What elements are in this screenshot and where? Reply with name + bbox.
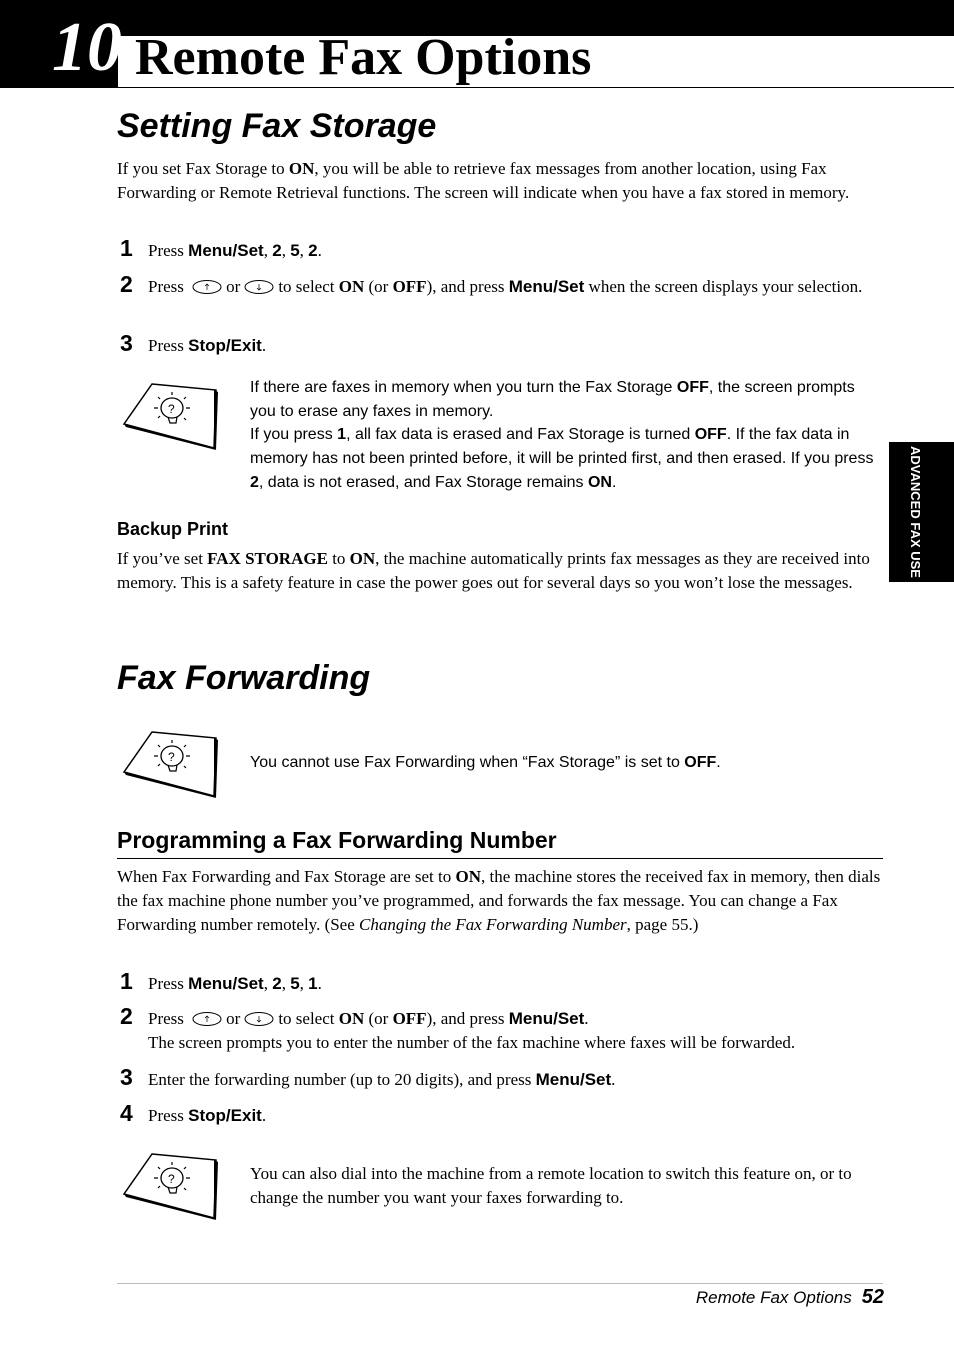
step-number: 2 [120,1003,133,1029]
lightbulb-note-icon [122,728,218,798]
footer-title: Remote Fax Options [695,1288,852,1307]
subheading-rule [117,858,883,859]
step-text: Press Stop/Exit. [148,336,267,355]
chapter-title: Remote Fax Options [135,29,592,86]
svg-text:?: ? [168,1172,175,1186]
down-arrow-key-icon [244,1011,274,1027]
step-text: Enter the forwarding number (up to 20 digits), and press Menu/Set. [148,1070,616,1089]
section-heading-fax-storage: Setting Fax Storage [117,107,437,145]
step-text: Press or to select ON (or OFF), and press Menu/Set when the screen displays your selection. [148,277,863,296]
note-fax-storage-off: If there are faxes in memory when you turn the Fax Storage OFF, the screen prompts you to erase any faxes in memory. If you press 1, all fax data is erased and Fax Storage is turned OFF. If the fax data in memory has not been printed before, it will be printed first, and then erased. If you press 2, data is not erased, and Fax Storage remains ON. [250,379,874,491]
lightbulb-note-icon [122,1150,218,1220]
svg-text:?: ? [168,750,175,764]
step-text: Press or to select ON (or OFF), and press Menu/Set. The screen prompts you to enter the number of the fax machine where faxes will be forwarded. [148,1009,796,1052]
fax-storage-intro: If you set Fax Storage to ON, you will be able to retrieve fax messages from another location, using Fax Forwarding or Remote Retrieval functions. The screen will indicate when you have a fax stored in memory. [117,159,850,202]
cross-reference: Changing the Fax Forwarding Number [359,915,627,934]
footer-rule [117,1283,883,1284]
subheading-backup-print: Backup Print [117,519,229,539]
programming-intro: When Fax Forwarding and Fax Storage are set to ON, the machine stores the received fax in memory, then dials the fax machine phone number you’ve programmed, and forwards the fax message. You can change a Fax Forwarding number remotely. (See Changing the Fax Forwarding Number, page 55.) [117,867,881,934]
subheading-programming: Programming a Fax Forwarding Number [117,827,557,853]
step-number: 4 [120,1100,133,1126]
step-number: 1 [120,235,133,261]
up-arrow-key-icon [192,279,222,295]
chapter-number: 10 [52,9,122,86]
backup-print-text: If you’ve set FAX STORAGE to ON, the machine automatically prints fax messages as they are received into memory. This is a safety feature in case the power goes out for several days so you won’t lose the messages. [117,549,870,592]
up-arrow-key-icon [192,1011,222,1027]
note-remote-switch: You can also dial into the machine from a remote location to switch this feature on, or to change the number you want your faxes forwarding to. [250,1164,852,1207]
note-fax-forwarding: You cannot use Fax Forwarding when “Fax Storage” is set to OFF. [250,754,721,771]
page-number: 52 [861,1286,884,1308]
step-number: 3 [120,330,133,356]
svg-text:?: ? [168,402,175,416]
lightbulb-note-icon [122,380,218,450]
side-tab-label [889,442,954,582]
step-text: Press Stop/Exit. [148,1106,267,1125]
step-number: 3 [120,1064,133,1090]
step-number: 2 [120,271,133,297]
step-number: 1 [120,968,133,994]
down-arrow-key-icon [244,279,274,295]
step-text: Press Menu/Set, 2, 5, 1. [148,974,322,993]
section-heading-fax-forwarding: Fax Forwarding [117,659,371,697]
svg-text:ADVANCED FAX USE: ADVANCED FAX USE [908,446,923,578]
page-footer [600,1286,884,1309]
step-text: Press Menu/Set, 2, 5, 2. [148,241,322,260]
chapter-title-rule [118,87,954,88]
